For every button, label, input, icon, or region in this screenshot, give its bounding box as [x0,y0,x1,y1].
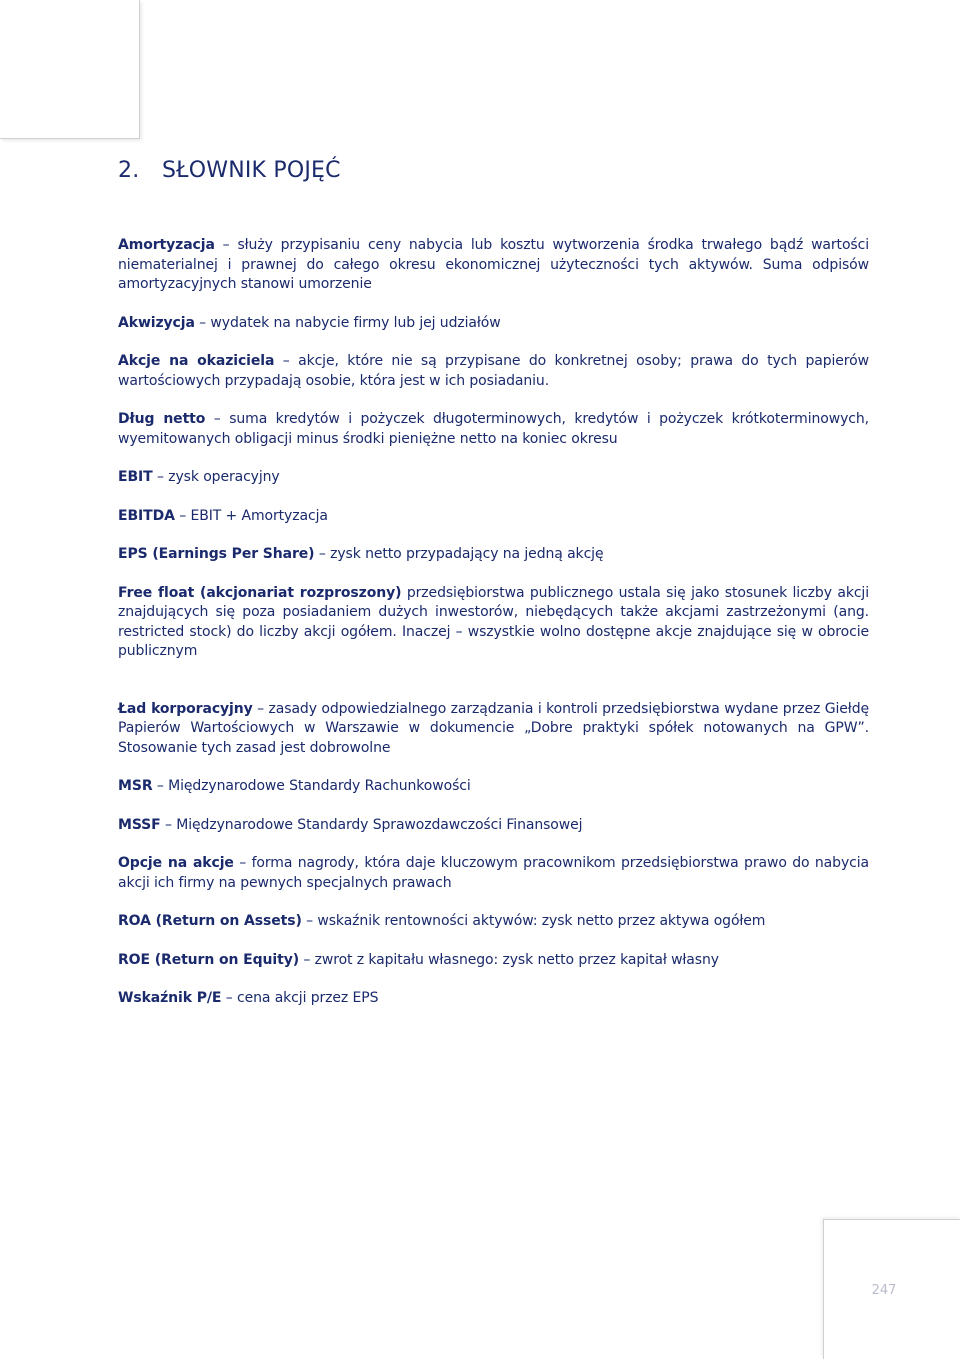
separator: – [299,951,315,968]
separator: – [194,314,211,331]
glossary-entry-mssf [118,816,869,836]
glossary-list [118,236,869,1028]
separator: – [301,913,318,929]
glossary-term: EBITDA [118,507,175,524]
corner-frame-top [0,0,140,139]
glossary-entry-lad-korporacyjny [118,700,869,759]
separator: – [152,778,169,794]
separator: – [205,411,230,427]
glossary-term: Dług netto [118,411,206,427]
glossary-term: Opcje na akcje [118,855,234,871]
glossary-term: ROE (Return on Equity) [118,951,300,968]
glossary-definition: zysk operacyjny [168,469,280,485]
glossary-entry-akwizycja [118,314,869,334]
glossary-definition: Międzynarodowe Standardy Sprawozdawczości Finansowej [176,816,583,833]
glossary-definition: suma kredytów i pożyczek długoterminowych, kredytów i pożyczek krótkoterminowych, wyemitowanych obligacji minus środki pieniężne netto na koniec okresu [118,411,869,447]
separator: – [314,546,331,562]
glossary-entry-ebit [118,468,869,488]
glossary-entry-free-float [118,584,869,662]
separator: – [174,507,191,524]
glossary-term: Wskaźnik P/E [118,990,222,1006]
glossary-term: EBIT [118,469,153,485]
glossary-definition: służy przypisaniu ceny nabycia lub kosztu wytworzenia środka trwałego bądź wartości niematerialnej i prawnej do całego okresu ekonomicznej użyteczności tych aktywów. Suma odpisów amortyzacyjnych stanowi umorzenie [118,237,869,292]
glossary-definition: wydatek na nabycie firmy lub jej udziałów [210,314,501,331]
glossary-entry-msr [118,777,869,797]
glossary-definition: zasady odpowiedzialnego zarządzania i kontroli przedsiębiorstwa wydane przez Giełdę Papierów Wartościowych w Warszawie w dokumencie „Dobre praktyki spółek notowanych na GPW”. Stosowanie tych zasad jest dobrowolne [118,700,869,756]
separator: – [252,700,269,717]
glossary-entry-roa [118,912,869,932]
separator: – [214,237,238,253]
separator: – [152,469,169,485]
separator: – [274,353,299,369]
glossary-entry-wskaznik-pe [118,989,869,1009]
glossary-entry-opcje-na-akcje [118,854,869,893]
glossary-definition: akcje, które nie są przypisane do konkretnej osoby; prawa do tych papierów wartościowych przypadają osobie, która jest w ich posiadaniu. [118,353,869,389]
glossary-term: MSSF [118,816,161,833]
glossary-term: Akwizycja [118,314,195,331]
glossary-term: Free float (akcjonariat rozproszony) [118,584,402,601]
separator: – [221,990,237,1006]
glossary-definition: EBIT + Amortyzacja [190,507,328,524]
glossary-term: Amortyzacja [118,237,215,253]
glossary-term: MSR [118,778,153,794]
glossary-term: ROA (Return on Assets) [118,913,302,929]
glossary-entry-eps [118,545,869,565]
glossary-entry-ebitda [118,507,869,527]
glossary-definition: Międzynarodowe Standardy Rachunkowości [168,778,471,794]
glossary-definition: zwrot z kapitału własnego: zysk netto przez kapitał własny [314,951,719,968]
glossary-definition: przedsiębiorstwa publicznego ustala się jako stosunek liczby akcji znajdujących się poza posiadaniem dużych inwestorów, niebędących także akcjami zastrzeżonymi (ang. restricted stock) do liczby akcji ogółem. Inaczej – wszystkie wolno dostępne akcje znajdujące się w obrocie publicznym [118,584,869,659]
section-heading [118,158,341,183]
glossary-definition: zysk netto przypadający na jedną akcję [330,546,604,562]
page-number: 247 [871,1283,897,1298]
glossary-term: Ład korporacyjny [118,700,253,717]
glossary-term: EPS (Earnings Per Share) [118,546,315,562]
separator: – [160,816,177,833]
glossary-entry-akcje-na-okaziciela [118,352,869,391]
glossary-definition: forma nagrody, która daje kluczowym pracownikom przedsiębiorstwa prawo do nabycia akcji ich firmy na pewnych specjalnych prawach [118,855,869,891]
section-number: 2. [118,158,140,183]
separator: – [233,855,252,871]
glossary-entry-amortyzacja [118,236,869,295]
glossary-term: Akcje na okaziciela [118,353,275,369]
glossary-definition: wskaźnik rentowności aktywów: zysk netto przez aktywa ogółem [317,913,766,929]
glossary-entry-roe [118,951,869,971]
section-title: SŁOWNIK POJĘĆ [162,158,341,183]
glossary-definition: cena akcji przez EPS [236,990,379,1006]
glossary-entry-dlug-netto [118,410,869,449]
